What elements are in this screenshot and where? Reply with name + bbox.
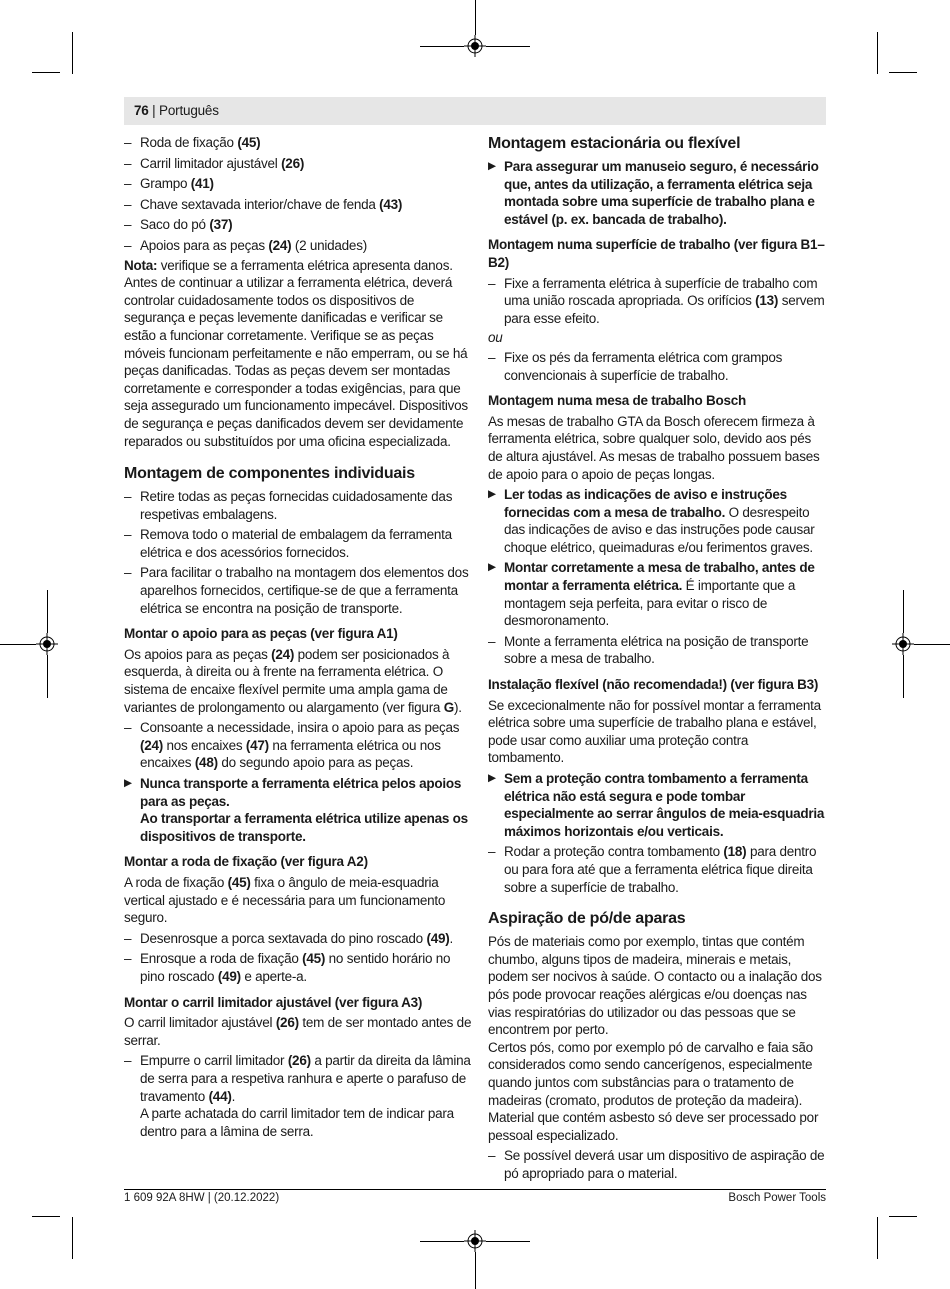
registration-mark-icon: [464, 1230, 486, 1252]
subsection-heading: Montar o apoio para as peças (ver figura A1): [124, 626, 398, 642]
list-item: – Consoante a necessidade, insira o apoio para as peças (24) nos encaixes (47) na ferramenta elétrica ou nos encaixes (48) do segundo apoio para as peças.: [124, 719, 474, 772]
paragraph: Os apoios para as peças (24) podem ser posicionados à esquerda, à direita ou à frente na ferramenta elétrica. O sistema de encaixe flexível permite uma ampla gama de variantes de prolongamento ou alargamento (ver figura G).: [124, 646, 462, 715]
crop-mark: [72, 1217, 73, 1259]
list-item: – Desenrosque a porca sextavada do pino roscado (49).: [124, 930, 474, 948]
paragraph: Certos pós, como por exemplo pó de carvalho e faia são considerados como sendo cancerígenos, especialmente quando juntos com substâncias para o tratamento de madeiras (cromato, produtos de proteção da madeira). Material que contém asbesto só deve ser processado por pessoal especializado.: [488, 1039, 819, 1143]
list-item: – Rodar a proteção contra tombamento (18) para dentro ou para fora até que a ferramenta elétrica fique direita sobre a superfície de trabalho.: [488, 843, 826, 896]
paragraph: Pós de materiais como por exemplo, tintas que contém chumbo, alguns tipos de madeira, minerais e metais, podem ser nocivos à saúde. O contacto ou a inalação dos pós pode provocar reações alérgicas e/ou doenças nas vias respiratórias do utilizador ou das pessoas que se encontrem por perto.: [488, 934, 822, 1038]
section-heading: Montagem de componentes individuais: [124, 465, 415, 483]
header-language: Português: [159, 103, 219, 118]
subsection-heading: Montar a roda de fixação (ver figura A2): [124, 854, 368, 870]
crop-mark: [47, 590, 48, 633]
warning-item: ▶ Montar corretamente a mesa de trabalho, antes de montar a ferramenta elétrica. É importante que a montagem seja perfeita, para evitar o risco de desmoronamento.: [488, 559, 826, 629]
crop-mark: [475, 1252, 476, 1289]
crop-mark: [903, 590, 904, 633]
crop-mark: [914, 644, 950, 645]
list-item: – Retire todas as peças fornecidas cuidadosamente das respetivas embalagens.: [124, 488, 474, 523]
list-item: – Enrosque a roda de fixação (45) no sentido horário no pino roscado (49) e aperte-a.: [124, 950, 474, 985]
crop-mark: [475, 0, 476, 35]
list-item: – Fixe a ferramenta elétrica à superfície de trabalho com uma união roscada apropriada. Os orifícios (13) servem para esse efeito.: [488, 275, 826, 328]
parts-list-item: – Saco do pó (37): [124, 216, 474, 234]
list-item: – Empurre o carril limitador (26) a partir da direita da lâmina de serra para a respetiva ranhura e aperte o parafuso de travamento (44). A parte achatada do carril limitador tem de indicar para dentro para a lâmina de serra.: [124, 1052, 474, 1140]
section-heading: Aspiração de pó/de aparas: [488, 910, 686, 928]
crop-mark: [877, 1217, 878, 1259]
parts-list-item: – Carril limitador ajustável (26): [124, 155, 474, 173]
note-paragraph: Nota: verifique se a ferramenta elétrica apresenta danos. Antes de continuar a utilizar a ferramenta elétrica, deverá controlar cuidadosamente todos os dispositivos de segurança e peças levemente danificadas e verificar se estão a funcionar corretamente. Verifique se as peças móveis funcionam perfeitamente e não emperram, ou se há peças danificadas. Todas as peças devem ser montadas corretamente e corresponder a todas exigências, para que seja assegurado um funcionamento impecável. Dispositivos de segurança e peças danificados devem ser devidamente reparados ou substituídos por uma oficina especializada.: [124, 257, 468, 449]
crop-mark: [486, 1241, 530, 1242]
warning-item: ▶ Nunca transporte a ferramenta elétrica pelos apoios para as peças. Ao transportar a ferramenta elétrica utilize apenas os dispositivos de transporte.: [124, 775, 474, 845]
crop-mark: [47, 655, 48, 698]
crop-mark: [32, 1216, 60, 1217]
crop-mark: [889, 1216, 917, 1217]
crop-mark: [486, 46, 530, 47]
note-label: Nota:: [124, 257, 158, 273]
footer-code: 1 609 92A 8HW | (20.12.2022): [124, 1192, 280, 1204]
parts-list-item: – Roda de fixação (45): [124, 134, 474, 152]
subsection-heading: Montagem numa superfície de trabalho (ver figura B1–B2): [488, 237, 825, 270]
paragraph: O carril limitador ajustável (26) tem de ser montado antes de serrar.: [124, 1015, 472, 1048]
paragraph: As mesas de trabalho GTA da Bosch oferecem firmeza à ferramenta elétrica, sobre qualquer solo, devido aos pés de altura ajustável. As mesas de trabalho possuem bases de apoio para o apoio de peças longas.: [488, 413, 820, 482]
crop-mark: [889, 72, 917, 73]
crop-mark: [903, 655, 904, 698]
subsection-heading: Instalação flexível (não recomendada!) (ver figura B3): [488, 677, 819, 693]
crop-mark: [72, 32, 73, 74]
crop-mark: [420, 46, 464, 47]
list-item: – Fixe os pés da ferramenta elétrica com grampos convencionais à superfície de trabalho.: [488, 349, 826, 384]
right-column: [488, 134, 826, 1182]
registration-mark-icon: [892, 633, 914, 655]
paragraph: A roda de fixação (45) fixa o ângulo de meia-esquadria vertical ajustado e é necessária para um funcionamento seguro.: [124, 874, 446, 926]
subsection-heading: Montagem numa mesa de trabalho Bosch: [488, 393, 747, 409]
warning-item: ▶ Ler todas as indicações de aviso e instruções fornecidas com a mesa de trabalho. O desrespeito das indicações de aviso e das instruções pode causar choque elétrico, queimaduras e/ou ferimentos graves.: [488, 486, 826, 556]
parts-list-item: – Chave sextavada interior/chave de fenda (43): [124, 196, 474, 214]
registration-mark-icon: [464, 35, 486, 57]
page-header: 76 | Português: [134, 103, 219, 118]
crop-mark: [32, 72, 60, 73]
warning-item: ▶ Para assegurar um manuseio seguro, é necessário que, antes da utilização, a ferramenta elétrica seja montada sobre uma superfície de trabalho plana e estável (p. ex. bancada de trabalho).: [488, 158, 826, 228]
or-label: ou: [488, 330, 503, 346]
crop-mark: [877, 32, 878, 74]
footer-brand: Bosch Power Tools: [728, 1192, 826, 1204]
list-item: – Se possível deverá usar um dispositivo de aspiração de pó apropriado para o material.: [488, 1147, 826, 1182]
page-number: 76: [134, 103, 149, 118]
subsection-heading: Montar o carril limitador ajustável (ver figura A3): [124, 994, 423, 1010]
registration-mark-icon: [36, 633, 58, 655]
section-heading: Montagem estacionária ou flexível: [488, 135, 741, 152]
crop-mark: [420, 1241, 464, 1242]
paragraph: Se excecionalmente não for possível montar a ferramenta elétrica sobre uma superfície de trabalho plana e estável, pode usar como auxiliar uma proteção contra tombamento.: [488, 697, 821, 766]
left-column: [124, 134, 474, 1140]
list-item: – Para facilitar o trabalho na montagem dos elementos dos aparelhos fornecidos, certifique-se de que a ferramenta elétrica se encontra na posição de transporte.: [124, 564, 474, 617]
list-item: – Monte a ferramenta elétrica na posição de transporte sobre a mesa de trabalho.: [488, 633, 826, 668]
list-item: – Remova todo o material de embalagem da ferramenta elétrica e dos acessórios fornecidos.: [124, 526, 474, 561]
parts-list-item: – Apoios para as peças (24) (2 unidades): [124, 237, 474, 255]
warning-item: ▶ Sem a proteção contra tombamento a ferramenta elétrica não está segura e pode tombar especialmente ao serrar ângulos de meia-esquadria máximos horizontais e/ou verticais.: [488, 770, 826, 840]
crop-mark: [0, 644, 36, 645]
page-header-bar: [124, 97, 826, 125]
parts-list-item: – Grampo (41): [124, 175, 474, 193]
footer-rule: [124, 1189, 826, 1190]
